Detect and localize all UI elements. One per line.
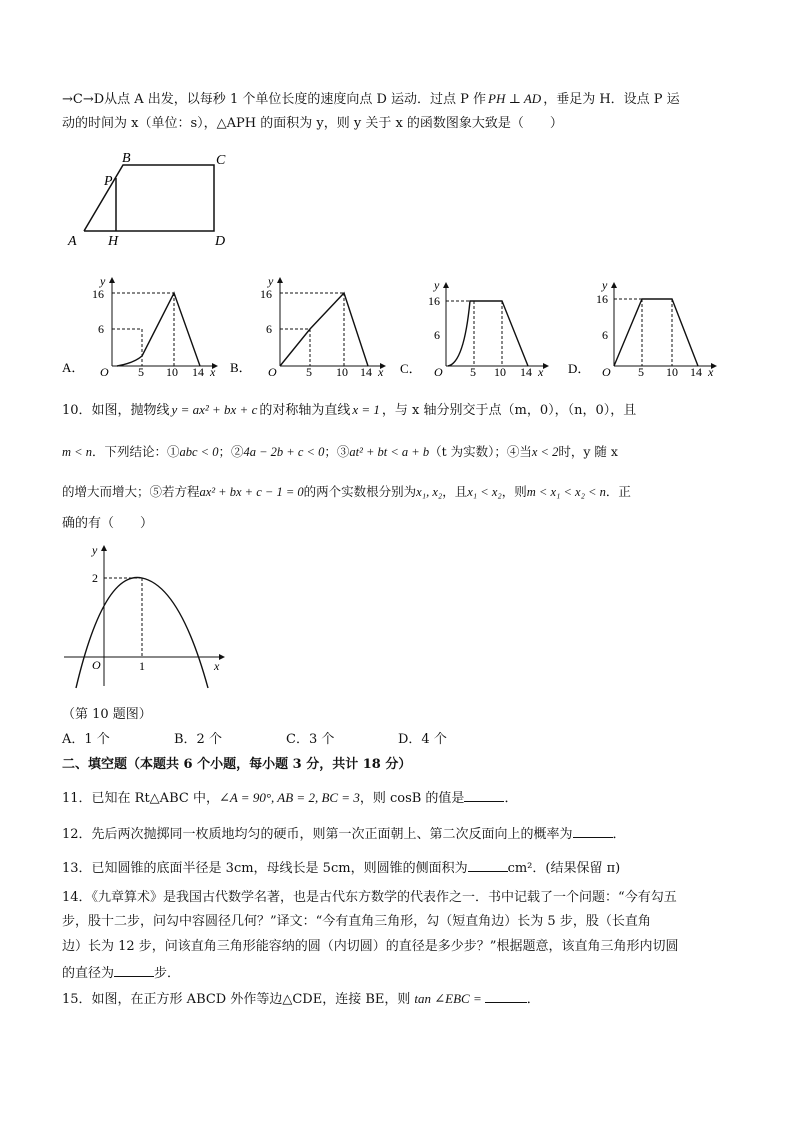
x-tick-10: 10 [166,365,178,379]
q11 [62,787,517,809]
q14-line-4 [62,962,180,984]
q12 [62,823,626,845]
y-tick-16: 16 [428,294,440,308]
q10-text: 的对称轴为直线 [259,403,351,418]
x-axis-label: x [214,659,220,673]
label-H: H [108,234,119,249]
q10-text: ．下列结论：① [91,444,180,459]
x-axis-label: x [538,365,544,379]
q10-text: 时，y 随 x [558,444,618,459]
q15-answer-blank[interactable] [485,988,527,1003]
q9-text: →C→D从点 A 出发，以每秒 1 个单位长度的速度向点 D 运动．过点 P 作 [62,92,487,107]
option-c-label[interactable]: C． [400,361,422,376]
q13-answer-blank[interactable] [468,857,508,872]
y-axis-label: y [92,543,98,557]
q10-math: x < 2 [531,445,559,459]
q15 [62,988,540,1010]
q10-option-d[interactable]: D．4 个 [398,732,447,747]
q14-text: 步，股十二步，问勾中容圆径几何？”译文：“今有直角三角形，勾（短直角边）长为 5 步，股（长直角 [62,914,651,929]
q10-options [62,730,447,750]
origin-label: O [100,365,109,379]
y-axis-label: y [100,274,106,288]
q9-graph-a [62,268,227,380]
q14-answer-blank[interactable] [114,962,154,977]
x-tick-14: 14 [192,365,204,379]
option-b-label[interactable]: B． [230,360,252,375]
q15-text: 15．如图，在正方形 ABCD 外作等边△CDE，连接 BE，则 [62,992,411,1007]
label-D: D [215,234,226,249]
q10-line-4 [62,514,153,534]
q10-math: x₁ < x₂ [467,485,502,499]
q10-caption [62,705,152,725]
q10-math: ax² + bx + c − 1 = 0 [199,485,304,499]
q15-text: ． [526,992,540,1007]
label-A: A [68,234,77,249]
q10-math: m < x₁ < x₂ < n [526,485,606,499]
y-axis-label: y [434,278,440,292]
q9-trapezoid-figure [62,148,242,252]
q9-graph-d [566,275,731,380]
y-tick-2: 2 [92,571,98,585]
q11-text: ． [504,791,518,806]
origin-label: O [268,365,277,379]
q10-text: ；③ [324,444,350,459]
y-tick-16: 16 [596,292,608,306]
q9-text: 动的时间为 x（单位：s），△APH 的面积为 y，则 y 关于 x 的函数图象大致是（ ） [62,116,563,131]
q10-text: ；② [218,444,244,459]
x-tick-10: 10 [336,365,348,379]
label-B: B [122,151,131,166]
y-axis-label: y [268,274,274,288]
x-tick-10: 10 [666,365,678,379]
q10-parabola-graph [62,540,232,692]
q10-option-a[interactable]: A．1 个 [62,732,110,747]
q10-option-c[interactable]: C．3 个 [286,732,335,747]
q10-math: 4a − 2b + c < 0 [243,445,325,459]
q9-text: ，垂足为 H．设点 P 运 [543,92,680,107]
option-d-label[interactable]: D． [568,361,591,376]
q10-math: x = 1 [352,402,380,417]
q10-math: at² + bt < a + b [349,445,430,459]
q11-text: 11．已知在 Rt△ABC 中， [62,791,219,806]
x-tick-14: 14 [360,365,372,379]
q14-line-2 [62,912,651,932]
q10-line-3 [62,482,631,502]
section-2-title: 二、填空题（本题共 6 个小题，每小题 3 分，共计 18 分） [62,757,412,772]
section-2-heading [62,755,411,775]
q14-line-3 [62,937,678,957]
q10-text: ，与 x 轴分别交于点（m，0），（n，0），且 [381,403,637,418]
q10-caption-text: （第 10 题图） [62,707,152,722]
label-C: C [216,153,226,168]
q14-text: 步． [154,966,181,981]
label-P: P [104,174,113,189]
q12-text: ． [612,827,626,842]
q10-line-2 [62,442,618,462]
q15-math: tan ∠EBC = [414,991,482,1006]
x-axis-label: x [378,365,384,379]
q14-text: 14．《九章算术》是我国古代数学名著，也是古代东方数学的代表作之一．书中记载了一个问题：“今有勾五 [62,890,677,905]
q14-text: 的直径为 [62,966,115,981]
x-tick-14: 14 [690,365,702,379]
q10-math: x₁, x₂ [416,485,443,499]
y-axis-label: y [602,278,608,292]
y-tick-6: 6 [266,322,272,336]
q10-math: y = ax² + bx + c [171,402,258,417]
x-tick-14: 14 [520,365,532,379]
q10-math: m < n [62,445,92,459]
x-tick-1: 1 [139,659,145,673]
q11-math: ∠A = 90°, AB = 2, BC = 3 [218,790,360,805]
y-tick-16: 16 [260,287,272,301]
x-tick-10: 10 [494,365,506,379]
q14-text: 边）长为 12 步，问该直角三角形能容纳的圆（内切圆）的直径是多少步？”根据题意，该直角三角形内切圆 [62,939,679,954]
q13 [62,857,620,879]
q12-text: 12．先后两次抛掷同一枚质地均匀的硬币，则第一次正面朝上、第二次反面向上的概率为 [62,827,573,842]
q11-answer-blank[interactable] [464,787,504,802]
q12-answer-blank[interactable] [573,823,613,838]
q13-text: cm²．(结果保留 π) [507,861,621,876]
origin-label: O [92,658,101,672]
y-tick-16: 16 [92,287,104,301]
q10-option-b[interactable]: B．2 个 [174,732,222,747]
y-tick-6: 6 [602,328,608,342]
x-tick-5: 5 [138,365,144,379]
q9-line-2 [62,114,563,134]
q10-text: ．正 [605,484,631,499]
y-tick-6: 6 [98,322,104,336]
x-axis-label: x [210,365,216,379]
q9-line-1 [62,89,680,110]
q14-line-1 [62,888,677,908]
q10-text: 的两个实数根分别为 [303,484,417,499]
q9-graph-b [230,268,395,380]
q9-math: PH ⊥ AD [488,91,542,106]
q10-line-1 [62,400,636,421]
q9-graph-c [398,275,563,380]
q10-text: （t 为实数）；④当 [429,444,532,459]
y-tick-6: 6 [434,328,440,342]
q10-text: ，则 [501,484,527,499]
q10-text: 确的有（ ） [62,516,154,531]
q10-math: abc < 0 [179,445,219,459]
q13-text: 13．已知圆锥的底面半径是 3cm，母线长是 5cm，则圆锥的侧面积为 [62,861,468,876]
origin-label: O [602,365,611,379]
x-tick-5: 5 [470,365,476,379]
q10-text: ，且 [442,484,468,499]
origin-label: O [434,365,443,379]
q10-text: 的增大而增大；⑤若方程 [62,484,200,499]
q10-text: 10．如图，抛物线 [62,403,170,418]
x-tick-5: 5 [638,365,644,379]
option-a-label[interactable]: A． [62,360,85,375]
q11-text: ，则 cosB 的值是 [359,791,465,806]
x-axis-label: x [708,365,714,379]
x-tick-5: 5 [306,365,312,379]
